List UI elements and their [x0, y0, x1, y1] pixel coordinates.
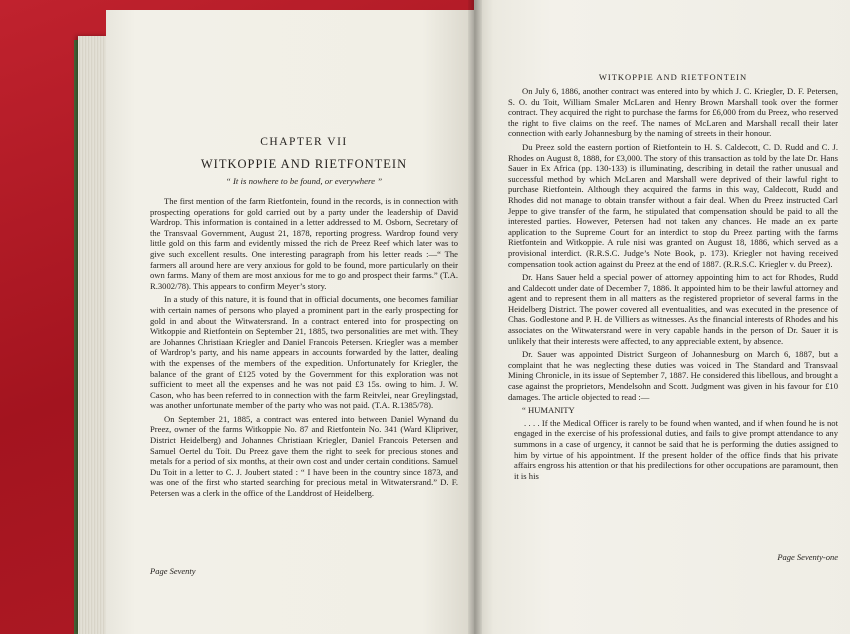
book-gutter: [468, 0, 482, 634]
right-page-body: [508, 86, 838, 484]
paragraph: The first mention of the farm Rietfontein, found in the records, is in connection with prospecting operations for gold carried out by a party under the leadership of David Wardrop. This information is contained in a letter addressed to M. Osborn, Secretary of the Transvaal Government, August 21, 1878, reporting progress. Wardrop found very little gold on this farm and evidently missed the rich de Preez Reef which later was to give such excellent results. One interesting paragraph from his letter reads :—“ The farmers all around here are very anxious for gold to be found, more particularly on their own farms. Many of them are most anxious for me to go and prospect their farms.” (T.A. R.3002/78). This appears to confirm Meyer’s story.: [150, 196, 458, 291]
paragraph: On July 6, 1886, another contract was entered into by which J. C. Kriegler, D. F. Petersen, S. O. du Toit, William Smaler McLaren and Henry Brown Marshall took over the former contract. They acquired the right to purchase the farms for £6,000 from du Preez, who reserved the right to five claims on the reef. The names of McLaren and Marshall recall their later connection with early Johannesburg by the naming of streets in their honour.: [508, 86, 838, 139]
paragraph: In a study of this nature, it is found that in official documents, one becomes familiar with certain names of persons who played a prominent part in the early prospecting for gold in and about the Witwatersrand. In a contract entered into for prospecting on Witkoppie and Rietfontein on September 21, 1885, two personalities are met with. They are Johannes Christiaan Kriegler and Daniel Francois Petersen. Kriegler was a member of Wardrop’s party, and his name appears in accounts forwarded by the latter, dealing with the expenses of the members of the expedition. Unfortunately for Kriegler, the balance of the grant of £125 voted by the Government for this exploration was not sufficient to meet all the expenses and he was not paid £3 15s. owing to him. J. W. Cason, who has been referred to in connection with the farm Reitvlei, near Greylingstad, was another unfortunate member of the party who was not paid. (T.A. R.1385/78).: [150, 294, 458, 411]
page-number-right: Page Seventy-one: [777, 552, 838, 562]
epigraph: “ It is nowhere to be found, or everywhere ”: [225, 176, 383, 186]
quote-text: . . . . If the Medical Officer is rarely to be found when wanted, and if when found he is not engaged in the exercise of his professional duties, and fails to give prompt attendance to any summons in a case of urgency, it cannot be said that he is performing the duties assigned to him by virtue of his appointment. If the present holder of the office finds that his private affairs engross his attention or that his predilections for other occupations are paramount, then it is his: [514, 417, 838, 481]
paragraph: Dr. Hans Sauer held a special power of attorney appointing him to act for Rhodes, Rudd and Caldecott under date of December 7, 1886. It appointed him to be their lawful attorney and agent and to represent them in all matters as the registered proprietor of several farms in the Heidelberg District. The power covered all eventualities, and was executed in the presence of Chas. Godlestone and P. H. de Villiers as witnesses. As the financial interests of Rhodes and his associates on the Witwatersrand were in very capable hands in the person of Dr. Sauer it is unlikely that their interests were affected, to any appreciable extent, by absence.: [508, 272, 838, 346]
page-stack-edge: [78, 36, 108, 634]
page-number-left: Page Seventy: [150, 566, 196, 576]
left-page: [106, 10, 474, 634]
open-book: [38, 0, 850, 634]
chapter-number: CHAPTER VII: [260, 136, 348, 148]
left-page-body: [150, 196, 458, 502]
chapter-title: WITKOPPIE AND RIETFONTEIN: [200, 157, 408, 171]
paragraph: On September 21, 1885, a contract was entered into between Daniel Wynand du Preez, owner of the farms Witkoppie No. 87 and Rietfontein No. 341 (Ward Klipriver, District Heidelberg) and Johannes Christiaan Kriegler, Daniel Francois Petersen and Samuel Oertel du Toit. Du Preez gave them the right to seek for precious stones and metals for a period of six months, at their own cost and under certain conditions. Samuel Du Toit in a letter to C. J. Joubert stated : “ I have been in the country since 1873, and was one of the first who started searching for precious metal in Witwatersrand.” D. F. Petersen was a clerk in the office of the Landdrost of Heidelberg.: [150, 413, 458, 499]
running-head: WITKOPPIE AND RIETFONTEIN: [598, 72, 748, 82]
right-page: [474, 0, 850, 634]
quote-heading: “ HUMANITY: [522, 405, 575, 416]
paragraph: Du Preez sold the eastern portion of Rietfontein to H. S. Caldecott, C. D. Rudd and C. J. Rhodes on August 8, 1888, for £3,000. The story of this transaction as told by the late Dr. Hans Sauer in Ex Africa (pp. 130-133) is illuminating, describing in detail the rather unusual and successful method by which McLaren and Marshall were deprived of their lawful right to purchase Rietfontein. Although they acquired the farms in this way, Caldecott, Rudd and Rhodes did not manage to obtain transfer without a fair deal. When du Preez instructed Carl Jeppe to give transfer of the farm, he stipulated that compensation should be paid to all the interested parties. However, Petersen had not taken any chances. He made an ex parte application to the Supreme Court for an interdict to stop du Preez parting with the farms Rietfontein and Witkoppie. A rule nisi was granted on August 18, 1886, which served as a provisional interdict. (R.R.S.C. Judge’s Note Book, p. 173). Kriegler not having received compensation took action against du Preez at the end of 1887. (R.R.S.C. Kriegler v. du Preez).: [508, 141, 838, 269]
paragraph: Dr. Sauer was appointed District Surgeon of Johannesburg on March 6, 1887, but a complaint that he was neglecting these duties was voiced in The Standard and Transvaal Mining Chronicle, in its issue of September 7, 1887. He considered this libellous, and brought a case against the proprietors, Mendelsohn and Scott. Judgment was given in his favour for £10 damages. The article objected to read :—: [508, 349, 838, 402]
